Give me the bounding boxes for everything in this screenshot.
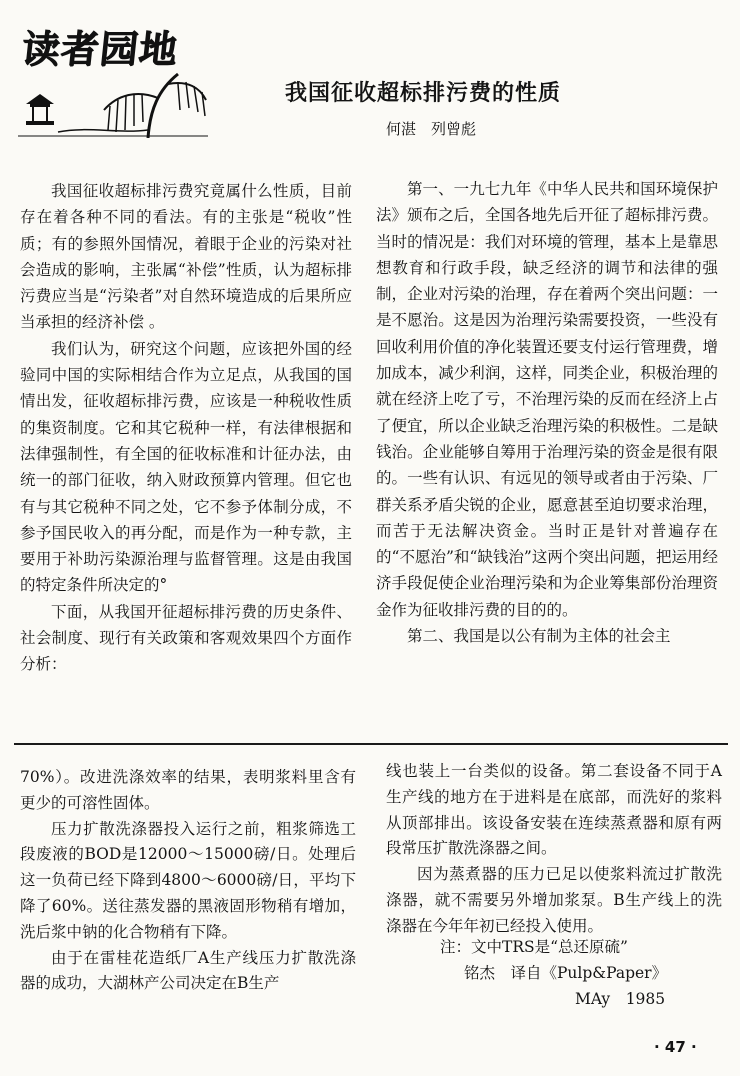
footnote: 注：文中TRS是“总还原硫” bbox=[440, 938, 628, 956]
column-logo-text: 读者园地 bbox=[19, 27, 180, 71]
willow-tree-pavilion-illustration bbox=[18, 60, 208, 138]
section-divider bbox=[14, 741, 728, 747]
paragraph: 我国征收超标排污费究竟属什么性质，目前存在着各种不同的看法。有的主张是“税收”性质；有的参照外国情况，着眼于企业的污染对社会造成的影响，主张属“补偿”性质，认为超标排污费应当是“污染者”对自然环境造成的后果所应当承担的经济补偿 。 bbox=[20, 182, 352, 332]
paragraph: 压力扩散洗涤器投入运行之前，粗浆筛选工段废液的BOD是12000～15000磅/日。处理后这一负荷已经下降到4800～6000磅/日，平均下降了60%。送往蒸发器的黑液固形物稍有增加，洗后浆中钠的化合物稍有下降。 bbox=[20, 819, 356, 941]
page-number: · 47 · bbox=[654, 1038, 697, 1056]
lower-right-column bbox=[386, 759, 722, 940]
paragraph: 70%）。改进洗涤效率的结果，表明浆料里含有更少的可溶性固体。 bbox=[20, 768, 356, 812]
article-authors: 何湛 列曾彪 bbox=[386, 120, 477, 138]
paragraph: 因为蒸煮器的压力已足以使浆料流过扩散洗涤器，就不需要另外增加浆泵。B生产线上的洗涤器在今年年初已经投入使用。 bbox=[386, 865, 722, 935]
article-title: 我国征收超标排污费的性质 bbox=[285, 81, 562, 106]
paragraph: 由于在雷桂花造纸厂A生产线压力扩散洗涤器的成功，大湖林产公司决定在B生产 bbox=[20, 948, 356, 993]
paragraph: 第二、我国是以公有制为主体的社会主 bbox=[407, 627, 671, 646]
lower-left-column bbox=[20, 765, 356, 997]
upper-left-column bbox=[20, 178, 352, 678]
column-logo bbox=[18, 14, 208, 138]
translation-credit: 铭杰 译自《Pulp&Paper》 bbox=[464, 964, 668, 982]
paragraph: 线也装上一台类似的设备。第二套设备不同于A生产线的地方在于进料是在底部，而洗好的浆料从顶部排出。该设备安装在连续蒸煮器和原有两段常压扩散洗涤器之间。 bbox=[386, 762, 722, 858]
upper-right-column bbox=[376, 176, 718, 649]
source-date: MAy 1985 bbox=[575, 990, 666, 1008]
paragraph: 第一、一九七九年《中华人民共和国环境保护法》颁布之后，全国各地先后开征了超标排污费。当时的情况是：我们对环境的管理，基本上是靠思想教育和行政手段，缺乏经济的调节和法律的强制，企业对污染的治理，存在着两个突出问题：一是不愿治。这是因为治理污染需要投资，一些没有回收利用价值的净化装置还要支付运行管理费，增加成本，减少利润，这样，同类企业，积极治理的就在经济上吃了亏，不治理污染的反而在经济上占了便宜，所以企业缺乏治理污染的积极性。二是缺钱治。企业能够自筹用于治理污染的资金是很有限的。一些有认识、有远见的领导或者由于污染、厂群关系矛盾尖锐的企业，愿意甚至迫切要求治理，而苦于无法解决资金。当时正是针对普遍存在的“不愿治”和“缺钱治”这两个突出问题，把运用经济手段促使企业治理污染和为企业筹集部份治理资金作为征收排污费的目的的。 bbox=[376, 180, 718, 619]
paragraph: 下面，从我国开征超标排污费的历史条件、社会制度、现行有关政策和客观效果四个方面作分析： bbox=[20, 602, 352, 674]
paragraph: 我们认为，研究这个问题，应该把外国的经验同中国的实际相结合作为立足点，从我国的国情出发，征收超标排污费，应该是一种税收性质的集资制度。它和其它税种一样，有法律根据和法律强制性，有全国的征收标准和计征办法，由统一的部门征收，纳入财政预算内管理。但它也有与其它税种不同之处，它不参予体制分成，不参予国民收入的再分配，而是作为一种专款，主要用于补助污染源治理与监督管理。这是由我国的特定条件所决定的° bbox=[20, 339, 352, 595]
